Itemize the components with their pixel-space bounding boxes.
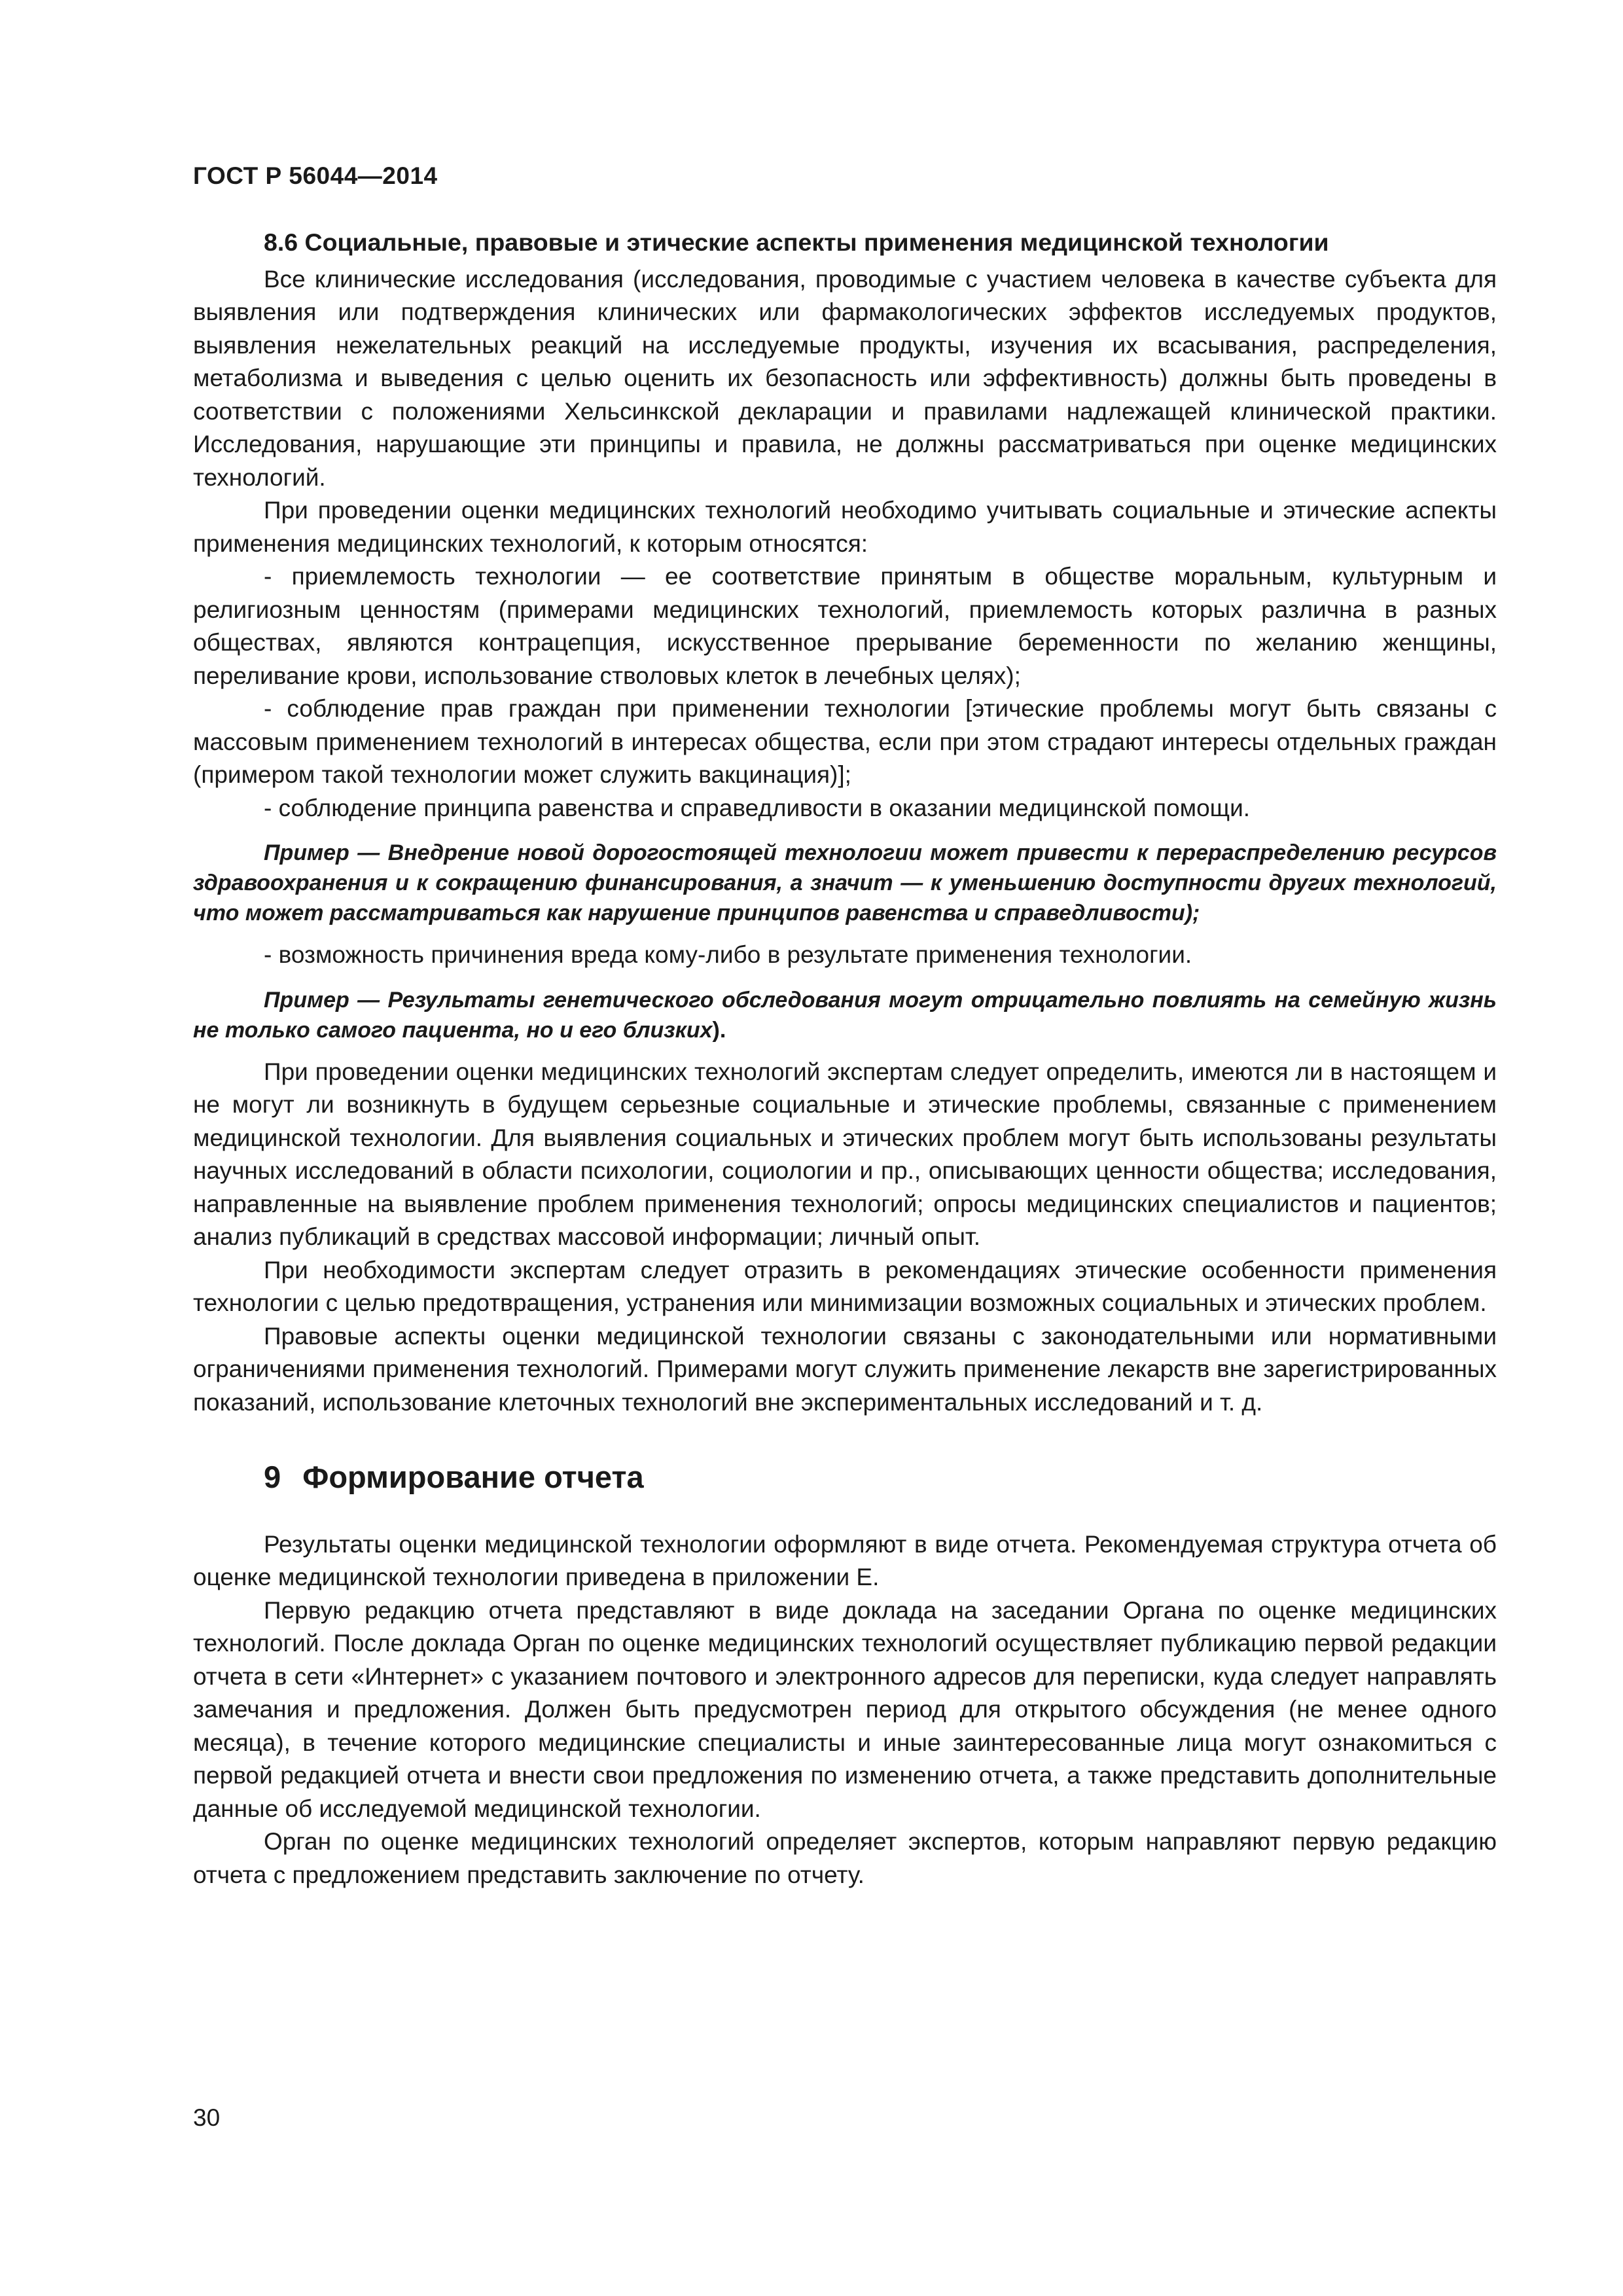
list-item: - соблюдение прав граждан при применении технологии [этические проблемы могут быть связаны с массовым применением технологий в интересах общества, если при этом страдают интересы отдельных граждан (примером такой технологии может служить вакцинация)]; [193, 695, 1497, 788]
section-number: 9 [264, 1460, 281, 1494]
section-title: Формирование отчета [302, 1460, 644, 1494]
paragraph: Орган по оценке медицинских технологий определяет экспертов, которым направляют первую редакцию отчета с предложением представить заключение по отчету. [193, 1828, 1497, 1888]
paragraph: Все клинические исследования (исследования, проводимые с участием человека в качестве субъекта для выявления или подтверждения клинических или фармакологических эффектов исследуемых продуктов, выявления нежелательных реакций на исследуемые продукты, изучения их всасывания, распределения, метаболизма и выведения с целью оценить их безопасность или эффективность) должны быть проведены в соответствии с положениями Хельсинкской декларации и правилами надлежащей клинической практики. Исследования, нарушающие эти принципы и правила, не должны рассматриваться при оценке медицинских технологий. [193, 265, 1497, 491]
example-tail: ). [712, 1017, 726, 1043]
section-heading [193, 1461, 1497, 1494]
example-note: Пример — Внедрение новой дорогостоящей технологии может привести к перераспределению ресурсов здравоохранения и к сокращению финансирования, а значит — к уменьшению доступности других технологий, что может рассматриваться как нарушение принципов равенства и справедливости); [193, 840, 1497, 925]
paragraph: При проведении оценки медицинских технологий экспертам следует определить, имеются ли в настоящем и не могут ли возникнуть в будущем серьезные социальные и этические проблемы, связанные с применением медицинской технологии. Для выявления социальных и этических проблем могут быть использованы результаты научных исследований в области психологии, социологии и пр., описывающих ценности общества; исследования, направленные на выявление проблем применения технологий; опросы медицинских специалистов и пациентов; анализ публикаций в средствах массовой информации; личный опыт. [193, 1058, 1497, 1250]
list-item: - соблюдение принципа равенства и справедливости в оказании медицинской помощи. [264, 794, 1251, 821]
page-content [193, 226, 1497, 1892]
example-text: Пример — Результаты генетического обследования могут отрицательно повлиять на семейную жизнь не только самого пациента, но и его близких [193, 987, 1497, 1043]
paragraph: При проведении оценки медицинских технологий необходимо учитывать социальные и этические аспекты применения медицинских технологий, к которым относятся: [193, 497, 1497, 557]
subsection-title: 8.6 Социальные, правовые и этические аспекты применения медицинской технологии [264, 228, 1329, 256]
paragraph: Правовые аспекты оценки медицинской технологии связаны с законодательными или нормативными ограничениями применения технологий. Примерами могут служить применение лекарств вне зарегистрированных показаний, использование клеточных технологий вне экспериментальных исследований и т. д. [193, 1322, 1497, 1416]
list-item: - возможность причинения вреда кому-либо в результате применения технологии. [264, 941, 1192, 968]
paragraph: Результаты оценки медицинской технологии оформляют в виде отчета. Рекомендуемая структура отчета об оценке медицинской технологии приведена в приложении Е. [193, 1530, 1497, 1590]
paragraph: Первую редакцию отчета представляют в виде доклада на заседании Органа по оценке медицинских технологий. После доклада Орган по оценке медицинских технологий осуществляет публикацию первой редакции отчета в сети «Интернет» с указанием почтового и электронного адресов для переписки, куда следует направлять замечания и предложения. Должен быть предусмотрен период для открытого обсуждения (не менее одного месяца), в течение которого медицинские специалисты и иные заинтересованные лица могут ознакомиться с первой редакцией отчета и внести свои предложения по изменению отчета, а также представить дополнительные данные об исследуемой медицинской технологии. [193, 1596, 1497, 1822]
document-header: ГОСТ Р 56044—2014 [193, 162, 438, 189]
list-item: - приемлемость технологии — ее соответствие принятым в обществе моральным, культурным и религиозным ценностям (примерами медицинских технологий, приемлемость которых различна в разных обществах, являются контрацепция, искусственное прерывание беременности по желанию женщины, переливание крови, использование стволовых клеток в лечебных целях); [193, 563, 1497, 689]
example-note [193, 985, 1497, 1045]
paragraph: При необходимости экспертам следует отразить в рекомендациях этические особенности применения технологии с целью предотвращения, устранения или минимизации возможных социальных и этических проблем. [193, 1256, 1497, 1316]
page-number: 30 [193, 2104, 221, 2131]
